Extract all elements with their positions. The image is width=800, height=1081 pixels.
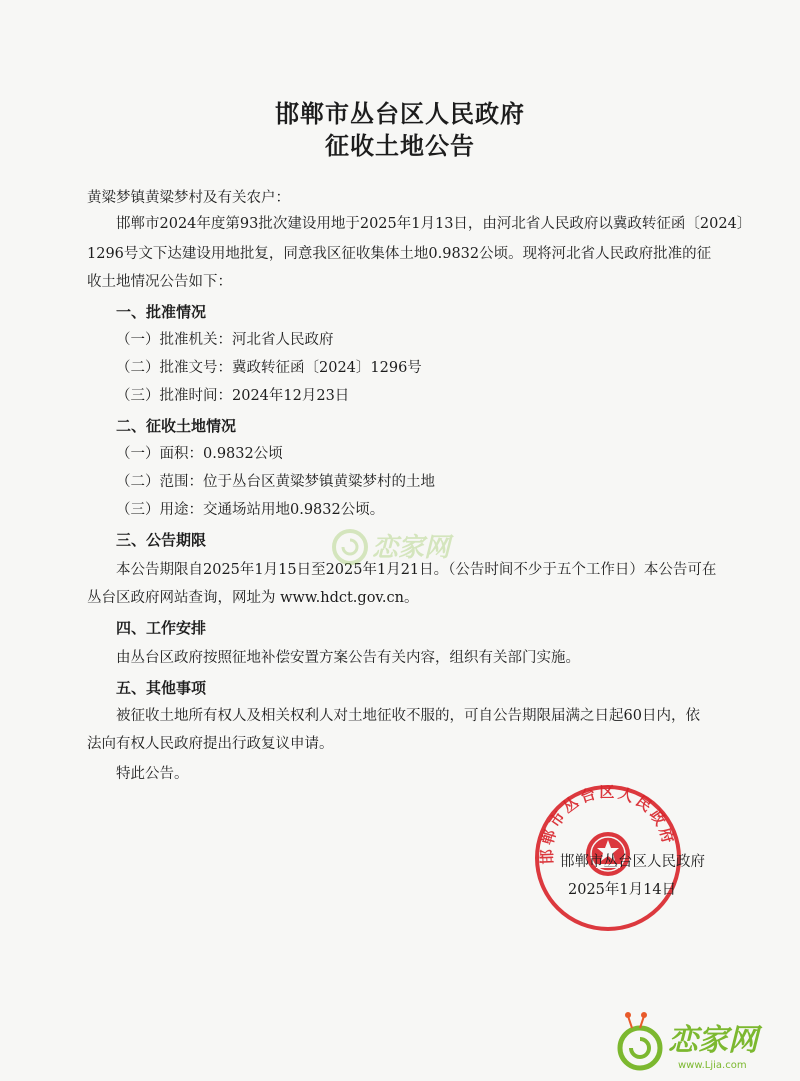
section-1-item: （一）批准机关：河北省人民政府 — [116, 332, 334, 348]
page-title: 邯郸市丛台区人民政府 — [275, 100, 525, 128]
watermark-logo-corner — [612, 1010, 782, 1072]
intro-line-2: 1296号文下达建设用地批复，同意我区征收集体土地0.9832公顷。现将河北省人民政府批准的征 — [87, 246, 712, 262]
seal-text: 邯郸市丛台区人民政府 — [537, 783, 678, 865]
snail-icon — [334, 531, 366, 563]
intro-line-3: 收土地情况公告如下： — [87, 274, 232, 290]
section-5-line-1: 被征收土地所有权人及相关权利人对土地征收不服的，可自公告期限届满之日起60日内，依 — [116, 708, 700, 724]
watermark-logo — [328, 520, 478, 570]
intro-line-1: 邯郸市2024年度第93批次建设用地于2025年1月13日，由河北省人民政府以冀政转征函〔2024〕 — [116, 216, 752, 232]
watermark-brand-corner: 恋家网 — [668, 1023, 758, 1058]
section-2-item: （三）用途：交通场站用地0.9832公顷。 — [116, 502, 385, 518]
closing-text: 特此公告。 — [116, 766, 189, 782]
section-5-heading: 五、其他事项 — [116, 679, 207, 697]
page-subtitle: 征收土地公告 — [325, 132, 475, 160]
section-4-line-1: 由丛台区政府按照征地补偿安置方案公告有关内容，组织有关部门实施。 — [116, 650, 580, 666]
snail-icon — [620, 1012, 660, 1068]
section-2-item: （二）范围：位于丛台区黄粱梦镇黄粱梦村的土地 — [116, 474, 435, 490]
section-2-heading: 二、征收土地情况 — [116, 417, 237, 435]
signature-org: 邯郸市丛台区人民政府 — [560, 854, 705, 870]
section-1-heading: 一、批准情况 — [116, 303, 207, 321]
watermark-brand: 恋家网 — [372, 533, 451, 563]
section-4-heading: 四、工作安排 — [116, 619, 207, 637]
signature-date: 2025年1月14日 — [568, 882, 677, 898]
section-5-line-2: 法向有权人民政府提出行政复议申请。 — [87, 736, 334, 752]
watermark-url: www.Ljia.com — [678, 1060, 747, 1071]
salutation: 黄粱梦镇黄粱梦村及有关农户： — [87, 190, 290, 206]
section-1-item: （三）批准时间：2024年12月23日 — [116, 388, 350, 404]
section-1-item: （二）批准文号：冀政转征函〔2024〕1296号 — [116, 360, 422, 376]
section-3-line-1: 本公告期限自2025年1月15日至2025年1月21日。（公告时间不少于五个工作日）本公告可在 — [116, 562, 717, 578]
section-3-line-2: 丛台区政府网站查询，网址为 www.hdct.gov.cn。 — [87, 590, 419, 606]
section-2-item: （一）面积：0.9832公顷 — [116, 446, 283, 462]
section-3-heading: 三、公告期限 — [116, 531, 207, 549]
